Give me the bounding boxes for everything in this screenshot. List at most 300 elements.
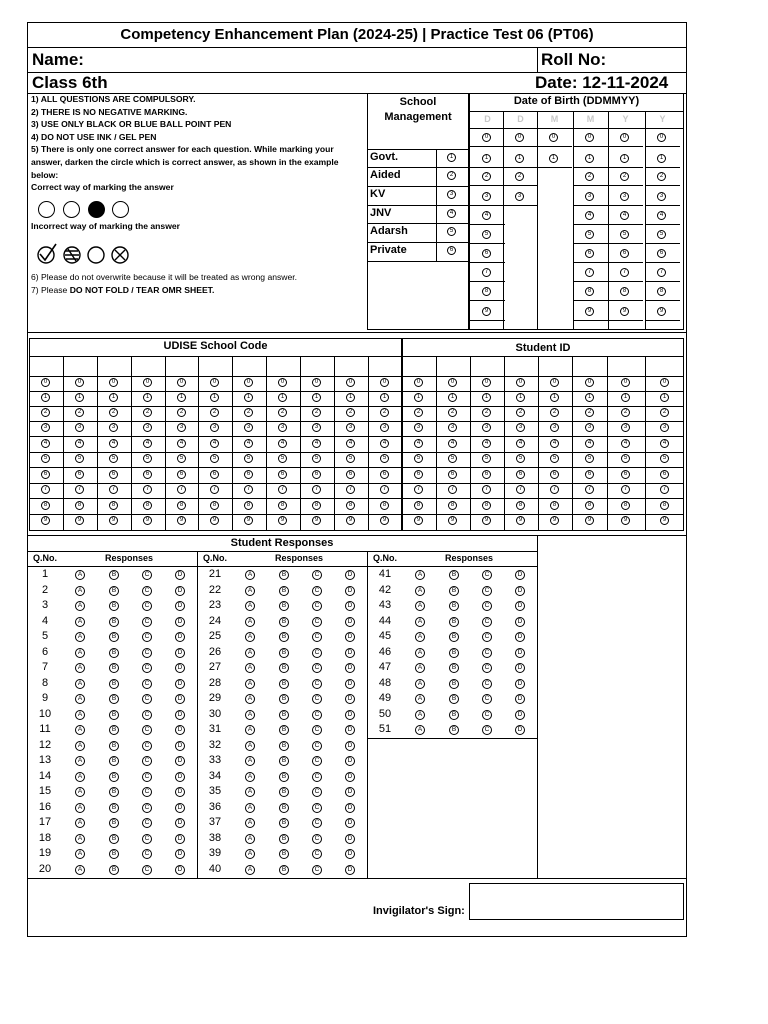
mgmt-option-bubble[interactable]: 3 xyxy=(447,190,456,199)
answer-option-bubble[interactable]: D xyxy=(515,586,525,596)
answer-option-bubble[interactable]: B xyxy=(279,648,289,658)
answer-option-bubble[interactable]: B xyxy=(279,679,289,689)
dob-digit-bubble[interactable]: 5 xyxy=(482,230,491,239)
student-id-digit-bubble[interactable]: 7 xyxy=(482,485,491,494)
student-id-digit-bubble[interactable]: 4 xyxy=(448,439,457,448)
student-id-digit-bubble[interactable]: 7 xyxy=(414,485,423,494)
udise-digit-bubble[interactable]: 3 xyxy=(210,423,219,432)
answer-option-bubble[interactable]: C xyxy=(482,617,492,627)
answer-option-bubble[interactable]: C xyxy=(312,741,322,751)
udise-digit-bubble[interactable]: 4 xyxy=(41,439,50,448)
answer-option-bubble[interactable]: D xyxy=(175,803,185,813)
dob-digit-bubble[interactable]: 8 xyxy=(620,287,629,296)
answer-option-bubble[interactable]: A xyxy=(245,663,255,673)
answer-option-bubble[interactable]: D xyxy=(345,787,355,797)
answer-option-bubble[interactable]: C xyxy=(482,725,492,735)
udise-digit-bubble[interactable]: 8 xyxy=(75,501,84,510)
udise-digit-bubble[interactable]: 1 xyxy=(244,393,253,402)
answer-option-bubble[interactable]: C xyxy=(312,756,322,766)
student-id-digit-bubble[interactable]: 0 xyxy=(621,378,630,387)
answer-option-bubble[interactable]: B xyxy=(109,679,119,689)
student-id-digit-bubble[interactable]: 4 xyxy=(516,439,525,448)
answer-option-bubble[interactable]: C xyxy=(142,570,152,580)
answer-option-bubble[interactable]: B xyxy=(449,617,459,627)
answer-option-bubble[interactable]: A xyxy=(415,570,425,580)
udise-digit-bubble[interactable]: 7 xyxy=(210,485,219,494)
student-id-digit-bubble[interactable]: 9 xyxy=(585,516,594,525)
answer-option-bubble[interactable]: C xyxy=(312,834,322,844)
answer-option-bubble[interactable]: A xyxy=(415,694,425,704)
student-id-digit-bubble[interactable]: 1 xyxy=(660,393,669,402)
answer-option-bubble[interactable]: A xyxy=(245,679,255,689)
student-id-digit-bubble[interactable]: 5 xyxy=(660,454,669,463)
answer-option-bubble[interactable]: D xyxy=(345,617,355,627)
mgmt-option-bubble[interactable]: 4 xyxy=(447,209,456,218)
udise-digit-bubble[interactable]: 4 xyxy=(244,439,253,448)
dob-digit-bubble[interactable]: 6 xyxy=(482,249,491,258)
udise-digit-bubble[interactable]: 0 xyxy=(143,378,152,387)
udise-digit-bubble[interactable]: 7 xyxy=(380,485,389,494)
dob-digit-bubble[interactable]: 7 xyxy=(585,268,594,277)
student-id-digit-bubble[interactable]: 9 xyxy=(660,516,669,525)
answer-option-bubble[interactable]: D xyxy=(515,648,525,658)
answer-option-bubble[interactable]: A xyxy=(245,787,255,797)
udise-digit-bubble[interactable]: 0 xyxy=(380,378,389,387)
udise-digit-bubble[interactable]: 7 xyxy=(244,485,253,494)
student-id-digit-bubble[interactable]: 5 xyxy=(448,454,457,463)
dob-digit-bubble[interactable]: 3 xyxy=(657,192,666,201)
udise-digit-bubble[interactable]: 7 xyxy=(143,485,152,494)
answer-option-bubble[interactable]: C xyxy=(142,679,152,689)
student-id-digit-bubble[interactable]: 3 xyxy=(660,423,669,432)
student-id-digit-bubble[interactable]: 6 xyxy=(516,470,525,479)
student-id-digit-bubble[interactable]: 6 xyxy=(550,470,559,479)
answer-option-bubble[interactable]: D xyxy=(175,663,185,673)
udise-digit-bubble[interactable]: 6 xyxy=(109,470,118,479)
answer-option-bubble[interactable]: C xyxy=(142,694,152,704)
student-id-digit-bubble[interactable]: 3 xyxy=(621,423,630,432)
student-id-digit-bubble[interactable]: 1 xyxy=(585,393,594,402)
udise-digit-bubble[interactable]: 1 xyxy=(177,393,186,402)
student-id-digit-bubble[interactable]: 3 xyxy=(516,423,525,432)
dob-digit-bubble[interactable]: 7 xyxy=(620,268,629,277)
answer-option-bubble[interactable]: D xyxy=(175,632,185,642)
student-id-digit-bubble[interactable]: 6 xyxy=(448,470,457,479)
student-id-digit-bubble[interactable]: 0 xyxy=(448,378,457,387)
student-id-digit-bubble[interactable]: 7 xyxy=(660,485,669,494)
udise-digit-bubble[interactable]: 3 xyxy=(244,423,253,432)
udise-digit-bubble[interactable]: 5 xyxy=(75,454,84,463)
student-id-digit-bubble[interactable]: 2 xyxy=(448,408,457,417)
dob-digit-bubble[interactable]: 2 xyxy=(515,172,524,181)
udise-digit-bubble[interactable]: 1 xyxy=(312,393,321,402)
student-id-digit-bubble[interactable]: 8 xyxy=(448,501,457,510)
answer-option-bubble[interactable]: C xyxy=(482,694,492,704)
answer-option-bubble[interactable]: C xyxy=(142,787,152,797)
dob-digit-bubble[interactable]: 9 xyxy=(482,307,491,316)
udise-digit-bubble[interactable]: 7 xyxy=(109,485,118,494)
answer-option-bubble[interactable]: A xyxy=(415,648,425,658)
udise-digit-bubble[interactable]: 9 xyxy=(75,516,84,525)
answer-option-bubble[interactable]: C xyxy=(482,632,492,642)
dob-digit-bubble[interactable]: 1 xyxy=(515,154,524,163)
udise-digit-bubble[interactable]: 2 xyxy=(346,408,355,417)
answer-option-bubble[interactable]: A xyxy=(245,601,255,611)
answer-option-bubble[interactable]: C xyxy=(142,617,152,627)
udise-digit-bubble[interactable]: 2 xyxy=(143,408,152,417)
dob-digit-bubble[interactable]: 5 xyxy=(620,230,629,239)
answer-option-bubble[interactable]: A xyxy=(75,679,85,689)
student-id-digit-bubble[interactable]: 4 xyxy=(414,439,423,448)
udise-digit-bubble[interactable]: 4 xyxy=(346,439,355,448)
udise-digit-bubble[interactable]: 6 xyxy=(143,470,152,479)
answer-option-bubble[interactable]: A xyxy=(75,725,85,735)
udise-digit-bubble[interactable]: 8 xyxy=(41,501,50,510)
udise-digit-bubble[interactable]: 5 xyxy=(346,454,355,463)
answer-option-bubble[interactable]: D xyxy=(175,617,185,627)
answer-option-bubble[interactable]: C xyxy=(312,787,322,797)
udise-digit-bubble[interactable]: 0 xyxy=(75,378,84,387)
answer-option-bubble[interactable]: C xyxy=(142,772,152,782)
udise-digit-bubble[interactable]: 9 xyxy=(41,516,50,525)
answer-option-bubble[interactable]: A xyxy=(245,725,255,735)
answer-option-bubble[interactable]: C xyxy=(312,803,322,813)
answer-option-bubble[interactable]: D xyxy=(175,601,185,611)
answer-option-bubble[interactable]: D xyxy=(345,849,355,859)
answer-option-bubble[interactable]: D xyxy=(175,694,185,704)
udise-digit-bubble[interactable]: 4 xyxy=(109,439,118,448)
udise-digit-bubble[interactable]: 7 xyxy=(75,485,84,494)
answer-option-bubble[interactable]: D xyxy=(515,617,525,627)
udise-digit-bubble[interactable]: 3 xyxy=(312,423,321,432)
dob-digit-bubble[interactable]: 3 xyxy=(482,192,491,201)
student-id-digit-bubble[interactable]: 9 xyxy=(516,516,525,525)
student-id-digit-bubble[interactable]: 0 xyxy=(414,378,423,387)
student-id-digit-bubble[interactable]: 1 xyxy=(516,393,525,402)
answer-option-bubble[interactable]: B xyxy=(109,648,119,658)
answer-option-bubble[interactable]: C xyxy=(142,710,152,720)
answer-option-bubble[interactable]: C xyxy=(142,818,152,828)
dob-digit-bubble[interactable]: 2 xyxy=(585,172,594,181)
udise-digit-bubble[interactable]: 8 xyxy=(312,501,321,510)
answer-option-bubble[interactable]: B xyxy=(109,570,119,580)
student-id-digit-bubble[interactable]: 5 xyxy=(482,454,491,463)
answer-option-bubble[interactable]: A xyxy=(75,617,85,627)
udise-digit-bubble[interactable]: 6 xyxy=(41,470,50,479)
udise-digit-bubble[interactable]: 2 xyxy=(380,408,389,417)
answer-option-bubble[interactable]: A xyxy=(75,586,85,596)
student-id-digit-bubble[interactable]: 9 xyxy=(448,516,457,525)
udise-digit-bubble[interactable]: 3 xyxy=(109,423,118,432)
dob-digit-bubble[interactable]: 3 xyxy=(585,192,594,201)
answer-option-bubble[interactable]: C xyxy=(312,663,322,673)
udise-digit-bubble[interactable]: 3 xyxy=(75,423,84,432)
answer-option-bubble[interactable]: A xyxy=(75,601,85,611)
dob-digit-bubble[interactable]: 0 xyxy=(620,133,629,142)
student-id-digit-bubble[interactable]: 3 xyxy=(414,423,423,432)
answer-option-bubble[interactable]: A xyxy=(75,756,85,766)
udise-digit-bubble[interactable]: 0 xyxy=(278,378,287,387)
student-id-digit-bubble[interactable]: 0 xyxy=(550,378,559,387)
udise-digit-bubble[interactable]: 3 xyxy=(41,423,50,432)
answer-option-bubble[interactable]: D xyxy=(345,601,355,611)
answer-option-bubble[interactable]: B xyxy=(449,710,459,720)
udise-digit-bubble[interactable]: 0 xyxy=(109,378,118,387)
udise-digit-bubble[interactable]: 6 xyxy=(278,470,287,479)
answer-option-bubble[interactable]: A xyxy=(245,756,255,766)
udise-digit-bubble[interactable]: 3 xyxy=(346,423,355,432)
student-id-digit-bubble[interactable]: 0 xyxy=(516,378,525,387)
student-id-digit-bubble[interactable]: 2 xyxy=(660,408,669,417)
answer-option-bubble[interactable]: B xyxy=(279,741,289,751)
udise-digit-bubble[interactable]: 7 xyxy=(41,485,50,494)
udise-digit-bubble[interactable]: 8 xyxy=(278,501,287,510)
answer-option-bubble[interactable]: B xyxy=(109,818,119,828)
answer-option-bubble[interactable]: A xyxy=(415,601,425,611)
answer-option-bubble[interactable]: C xyxy=(482,648,492,658)
udise-digit-bubble[interactable]: 5 xyxy=(210,454,219,463)
answer-option-bubble[interactable]: C xyxy=(142,663,152,673)
answer-option-bubble[interactable]: B xyxy=(109,710,119,720)
student-id-digit-bubble[interactable]: 8 xyxy=(482,501,491,510)
answer-option-bubble[interactable]: A xyxy=(415,725,425,735)
answer-option-bubble[interactable]: B xyxy=(109,694,119,704)
student-id-digit-bubble[interactable]: 8 xyxy=(660,501,669,510)
udise-digit-bubble[interactable]: 8 xyxy=(109,501,118,510)
dob-digit-bubble[interactable]: 8 xyxy=(657,287,666,296)
answer-option-bubble[interactable]: D xyxy=(175,756,185,766)
udise-digit-bubble[interactable]: 5 xyxy=(177,454,186,463)
answer-option-bubble[interactable]: D xyxy=(345,834,355,844)
answer-option-bubble[interactable]: C xyxy=(312,617,322,627)
dob-digit-bubble[interactable]: 9 xyxy=(620,307,629,316)
answer-option-bubble[interactable]: D xyxy=(345,679,355,689)
udise-digit-bubble[interactable]: 5 xyxy=(109,454,118,463)
dob-digit-bubble[interactable]: 1 xyxy=(585,154,594,163)
answer-option-bubble[interactable]: B xyxy=(279,570,289,580)
answer-option-bubble[interactable]: C xyxy=(312,570,322,580)
student-id-digit-bubble[interactable]: 5 xyxy=(585,454,594,463)
answer-option-bubble[interactable]: D xyxy=(515,632,525,642)
answer-option-bubble[interactable]: B xyxy=(449,694,459,704)
answer-option-bubble[interactable]: A xyxy=(245,741,255,751)
answer-option-bubble[interactable]: C xyxy=(142,601,152,611)
udise-digit-bubble[interactable]: 1 xyxy=(75,393,84,402)
udise-digit-bubble[interactable]: 8 xyxy=(143,501,152,510)
answer-option-bubble[interactable]: C xyxy=(142,632,152,642)
answer-option-bubble[interactable]: B xyxy=(109,756,119,766)
student-id-digit-bubble[interactable]: 9 xyxy=(550,516,559,525)
answer-option-bubble[interactable]: D xyxy=(515,694,525,704)
udise-digit-bubble[interactable]: 1 xyxy=(41,393,50,402)
mgmt-option-bubble[interactable]: 6 xyxy=(447,246,456,255)
udise-digit-bubble[interactable]: 5 xyxy=(143,454,152,463)
answer-option-bubble[interactable]: D xyxy=(175,849,185,859)
answer-option-bubble[interactable]: C xyxy=(312,710,322,720)
udise-digit-bubble[interactable]: 4 xyxy=(210,439,219,448)
udise-digit-bubble[interactable]: 7 xyxy=(346,485,355,494)
udise-digit-bubble[interactable]: 2 xyxy=(278,408,287,417)
student-id-digit-bubble[interactable]: 8 xyxy=(550,501,559,510)
answer-option-bubble[interactable]: B xyxy=(109,617,119,627)
answer-option-bubble[interactable]: A xyxy=(245,570,255,580)
answer-option-bubble[interactable]: B xyxy=(449,601,459,611)
mgmt-option-bubble[interactable]: 1 xyxy=(447,153,456,162)
student-id-digit-bubble[interactable]: 4 xyxy=(550,439,559,448)
student-id-digit-bubble[interactable]: 3 xyxy=(482,423,491,432)
student-id-digit-bubble[interactable]: 5 xyxy=(516,454,525,463)
answer-option-bubble[interactable]: B xyxy=(279,586,289,596)
student-id-digit-bubble[interactable]: 2 xyxy=(585,408,594,417)
answer-option-bubble[interactable]: B xyxy=(279,694,289,704)
mgmt-option-bubble[interactable]: 5 xyxy=(447,227,456,236)
student-id-digit-bubble[interactable]: 7 xyxy=(516,485,525,494)
answer-option-bubble[interactable]: A xyxy=(245,834,255,844)
mgmt-option-bubble[interactable]: 2 xyxy=(447,171,456,180)
student-id-digit-bubble[interactable]: 3 xyxy=(448,423,457,432)
student-id-digit-bubble[interactable]: 9 xyxy=(482,516,491,525)
answer-option-bubble[interactable]: A xyxy=(245,694,255,704)
answer-option-bubble[interactable]: D xyxy=(175,818,185,828)
answer-option-bubble[interactable]: B xyxy=(109,834,119,844)
answer-option-bubble[interactable]: A xyxy=(245,586,255,596)
student-id-digit-bubble[interactable]: 0 xyxy=(482,378,491,387)
answer-option-bubble[interactable]: B xyxy=(279,710,289,720)
student-id-digit-bubble[interactable]: 6 xyxy=(660,470,669,479)
answer-option-bubble[interactable]: B xyxy=(109,787,119,797)
udise-digit-bubble[interactable]: 2 xyxy=(109,408,118,417)
answer-option-bubble[interactable]: C xyxy=(142,803,152,813)
answer-option-bubble[interactable]: C xyxy=(142,834,152,844)
dob-digit-bubble[interactable]: 1 xyxy=(482,154,491,163)
student-id-digit-bubble[interactable]: 2 xyxy=(414,408,423,417)
dob-digit-bubble[interactable]: 9 xyxy=(657,307,666,316)
answer-option-bubble[interactable]: A xyxy=(245,772,255,782)
udise-digit-bubble[interactable]: 1 xyxy=(109,393,118,402)
udise-digit-bubble[interactable]: 2 xyxy=(41,408,50,417)
udise-digit-bubble[interactable]: 8 xyxy=(177,501,186,510)
answer-option-bubble[interactable]: B xyxy=(279,818,289,828)
answer-option-bubble[interactable]: A xyxy=(245,865,255,875)
udise-digit-bubble[interactable]: 2 xyxy=(210,408,219,417)
answer-option-bubble[interactable]: C xyxy=(312,849,322,859)
answer-option-bubble[interactable]: B xyxy=(109,586,119,596)
dob-digit-bubble[interactable]: 0 xyxy=(549,133,558,142)
answer-option-bubble[interactable]: D xyxy=(345,648,355,658)
answer-option-bubble[interactable]: A xyxy=(75,694,85,704)
udise-digit-bubble[interactable]: 6 xyxy=(346,470,355,479)
udise-digit-bubble[interactable]: 2 xyxy=(244,408,253,417)
answer-option-bubble[interactable]: B xyxy=(449,632,459,642)
udise-digit-bubble[interactable]: 7 xyxy=(278,485,287,494)
udise-digit-bubble[interactable]: 4 xyxy=(312,439,321,448)
dob-digit-bubble[interactable]: 2 xyxy=(657,172,666,181)
answer-option-bubble[interactable]: D xyxy=(345,570,355,580)
answer-option-bubble[interactable]: B xyxy=(279,601,289,611)
answer-option-bubble[interactable]: A xyxy=(75,849,85,859)
answer-option-bubble[interactable]: C xyxy=(312,865,322,875)
answer-option-bubble[interactable]: B xyxy=(109,803,119,813)
answer-option-bubble[interactable]: C xyxy=(142,865,152,875)
student-id-digit-bubble[interactable]: 6 xyxy=(585,470,594,479)
answer-option-bubble[interactable]: C xyxy=(312,725,322,735)
udise-digit-bubble[interactable]: 6 xyxy=(210,470,219,479)
answer-option-bubble[interactable]: D xyxy=(345,756,355,766)
answer-option-bubble[interactable]: A xyxy=(75,772,85,782)
udise-digit-bubble[interactable]: 0 xyxy=(41,378,50,387)
answer-option-bubble[interactable]: B xyxy=(449,725,459,735)
answer-option-bubble[interactable]: D xyxy=(515,679,525,689)
answer-option-bubble[interactable]: D xyxy=(175,741,185,751)
answer-option-bubble[interactable]: C xyxy=(142,756,152,766)
answer-option-bubble[interactable]: B xyxy=(109,849,119,859)
answer-option-bubble[interactable]: C xyxy=(142,725,152,735)
dob-digit-bubble[interactable]: 1 xyxy=(620,154,629,163)
answer-option-bubble[interactable]: A xyxy=(75,710,85,720)
answer-option-bubble[interactable]: C xyxy=(312,772,322,782)
dob-digit-bubble[interactable]: 5 xyxy=(657,230,666,239)
student-id-digit-bubble[interactable]: 3 xyxy=(550,423,559,432)
udise-digit-bubble[interactable]: 9 xyxy=(109,516,118,525)
udise-digit-bubble[interactable]: 3 xyxy=(380,423,389,432)
answer-option-bubble[interactable]: B xyxy=(109,772,119,782)
udise-digit-bubble[interactable]: 8 xyxy=(346,501,355,510)
answer-option-bubble[interactable]: D xyxy=(345,772,355,782)
udise-digit-bubble[interactable]: 1 xyxy=(380,393,389,402)
udise-digit-bubble[interactable]: 5 xyxy=(312,454,321,463)
answer-option-bubble[interactable]: D xyxy=(345,725,355,735)
answer-option-bubble[interactable]: D xyxy=(175,586,185,596)
dob-digit-bubble[interactable]: 7 xyxy=(482,268,491,277)
student-id-digit-bubble[interactable]: 1 xyxy=(621,393,630,402)
udise-digit-bubble[interactable]: 7 xyxy=(177,485,186,494)
student-id-digit-bubble[interactable]: 9 xyxy=(621,516,630,525)
answer-option-bubble[interactable]: B xyxy=(279,756,289,766)
udise-digit-bubble[interactable]: 0 xyxy=(177,378,186,387)
answer-option-bubble[interactable]: A xyxy=(245,648,255,658)
dob-digit-bubble[interactable]: 4 xyxy=(585,211,594,220)
student-id-digit-bubble[interactable]: 4 xyxy=(585,439,594,448)
dob-digit-bubble[interactable]: 0 xyxy=(585,133,594,142)
answer-option-bubble[interactable]: D xyxy=(175,865,185,875)
answer-option-bubble[interactable]: C xyxy=(482,679,492,689)
answer-option-bubble[interactable]: A xyxy=(415,586,425,596)
student-id-digit-bubble[interactable]: 7 xyxy=(621,485,630,494)
student-id-digit-bubble[interactable]: 0 xyxy=(585,378,594,387)
udise-digit-bubble[interactable]: 5 xyxy=(41,454,50,463)
answer-option-bubble[interactable]: B xyxy=(279,725,289,735)
dob-digit-bubble[interactable]: 6 xyxy=(620,249,629,258)
answer-option-bubble[interactable]: A xyxy=(415,663,425,673)
answer-option-bubble[interactable]: A xyxy=(75,741,85,751)
dob-digit-bubble[interactable]: 0 xyxy=(657,133,666,142)
answer-option-bubble[interactable]: B xyxy=(109,601,119,611)
answer-option-bubble[interactable]: D xyxy=(175,648,185,658)
answer-option-bubble[interactable]: D xyxy=(515,725,525,735)
answer-option-bubble[interactable]: C xyxy=(482,570,492,580)
answer-option-bubble[interactable]: A xyxy=(415,632,425,642)
udise-digit-bubble[interactable]: 8 xyxy=(210,501,219,510)
answer-option-bubble[interactable]: A xyxy=(245,632,255,642)
udise-digit-bubble[interactable]: 3 xyxy=(143,423,152,432)
answer-option-bubble[interactable]: B xyxy=(279,849,289,859)
student-id-digit-bubble[interactable]: 2 xyxy=(482,408,491,417)
udise-digit-bubble[interactable]: 5 xyxy=(244,454,253,463)
answer-option-bubble[interactable]: A xyxy=(245,803,255,813)
dob-digit-bubble[interactable]: 9 xyxy=(585,307,594,316)
udise-digit-bubble[interactable]: 1 xyxy=(346,393,355,402)
answer-option-bubble[interactable]: C xyxy=(312,632,322,642)
